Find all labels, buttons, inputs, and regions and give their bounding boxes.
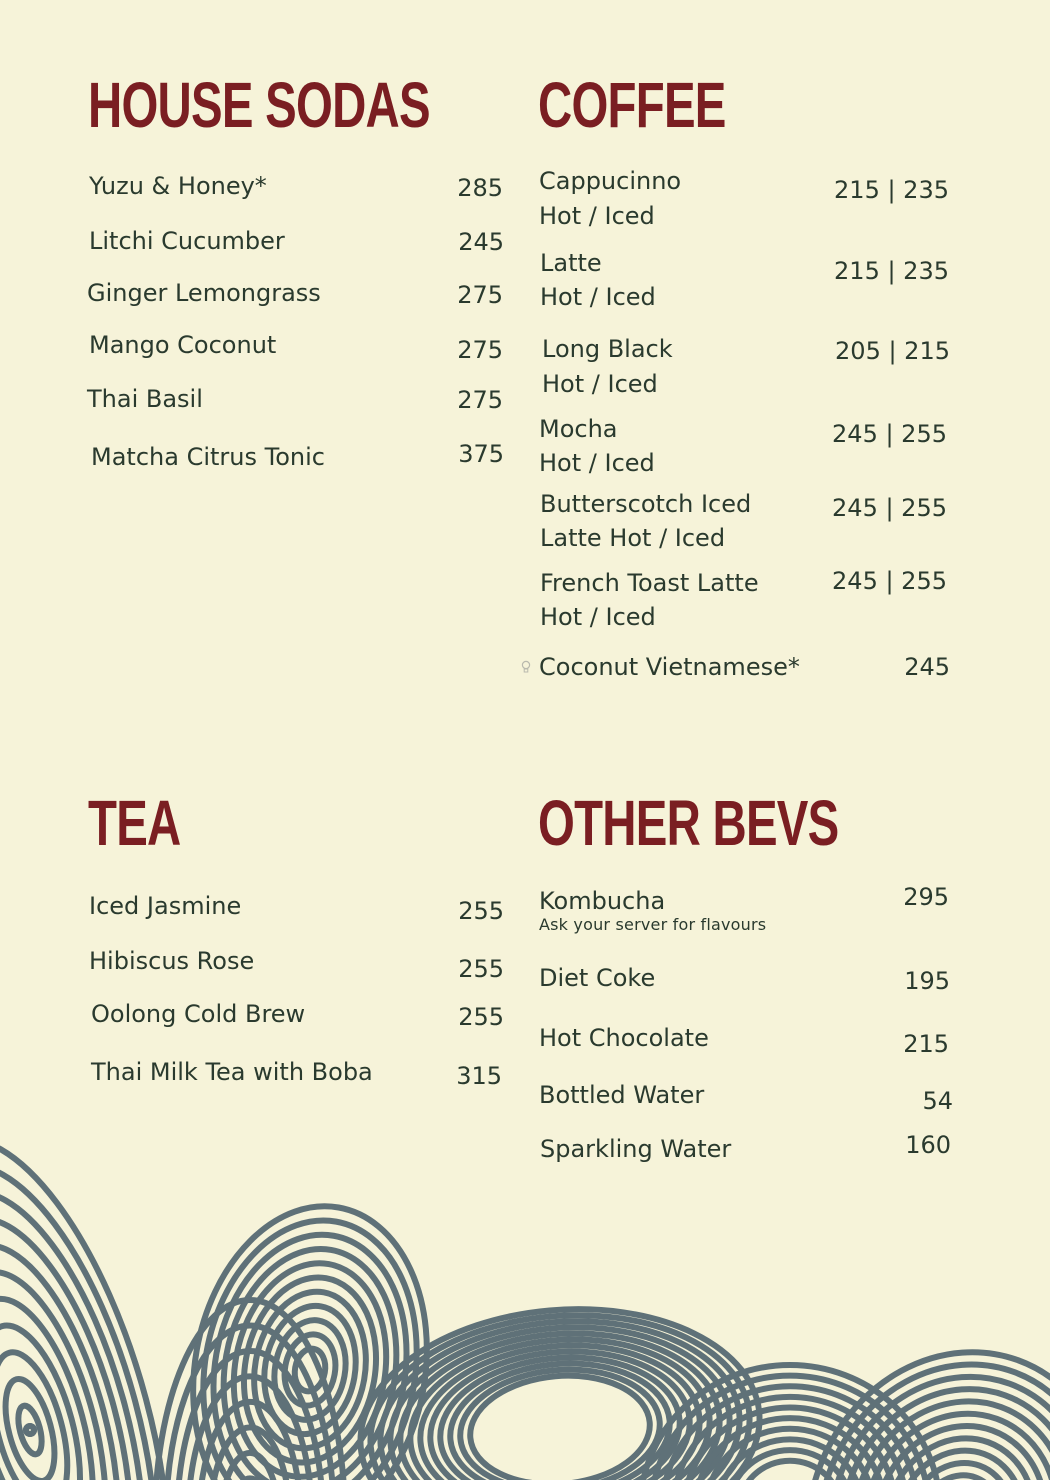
wave-pattern-decoration: [0, 1100, 1050, 1480]
menu-item-name: Butterscotch Iced: [540, 490, 752, 518]
menu-item-name: Thai Basil: [87, 385, 203, 413]
menu-item-name: Litchi Cucumber: [89, 227, 285, 255]
menu-item-price: 255: [458, 897, 504, 925]
menu-item-price: 54: [922, 1087, 953, 1115]
menu-item-price: 255: [458, 1003, 504, 1031]
menu-item-option: Hot / Iced: [540, 603, 656, 631]
section-title-house-sodas: HOUSE SODAS: [88, 69, 430, 141]
wave-ring: [14, 1403, 46, 1456]
section-title-tea: TEA: [88, 787, 181, 859]
menu-item-price: 245 | 255: [832, 567, 947, 595]
menu-item-name: French Toast Latte: [540, 569, 759, 597]
menu-item-name: Long Black: [542, 335, 673, 363]
menu-item-name: Latte: [540, 249, 602, 277]
section-title-other-bevs: OTHER BEVS: [538, 787, 839, 859]
menu-item-price: 205 | 215: [835, 337, 950, 365]
menu-item-price: 245 | 255: [832, 494, 947, 522]
menu-item-name: Coconut Vietnamese*: [539, 653, 800, 681]
menu-item-price: 255: [458, 955, 504, 983]
menu-item-price: 160: [905, 1131, 951, 1159]
menu-item-price: 215: [903, 1030, 949, 1058]
menu-item-price: 285: [457, 174, 503, 202]
menu-item-option: Latte Hot / Iced: [540, 524, 726, 552]
menu-item-price: 215 | 235: [834, 257, 949, 285]
menu-item-option: Hot / Iced: [540, 283, 656, 311]
menu-item-price: 215 | 235: [834, 176, 949, 204]
menu-item-name: Diet Coke: [539, 964, 656, 992]
wave-ring: [25, 1425, 35, 1435]
menu-item-name: Oolong Cold Brew: [91, 1000, 306, 1028]
menu-item-name: Matcha Citrus Tonic: [91, 443, 325, 471]
menu-item-name: Ginger Lemongrass: [87, 279, 321, 307]
menu-item-price: 245 | 255: [832, 420, 947, 448]
lightbulb-icon: [521, 660, 531, 674]
menu-item-name: Mango Coconut: [89, 331, 277, 359]
menu-item-price: 195: [904, 967, 950, 995]
menu-item-name: Yuzu & Honey*: [89, 172, 267, 200]
menu-item-name: Cappucinno: [539, 167, 682, 195]
menu-item-name: Bottled Water: [539, 1081, 705, 1109]
menu-item-name: Iced Jasmine: [89, 892, 242, 920]
section-title-coffee: COFFEE: [538, 69, 726, 141]
menu-item-price: 245: [458, 228, 504, 256]
menu-item-price: 245: [904, 653, 950, 681]
menu-item-price: 295: [903, 883, 949, 911]
menu-item-option: Hot / Iced: [539, 202, 655, 230]
menu-item-option: Hot / Iced: [539, 449, 655, 477]
menu-item-price: 315: [456, 1062, 502, 1090]
menu-item-price: 375: [458, 440, 504, 468]
menu-item-name: Sparkling Water: [540, 1135, 732, 1163]
menu-item-name: Hibiscus Rose: [89, 947, 255, 975]
menu-item-price: 275: [457, 386, 503, 414]
menu-item-name: Mocha: [539, 415, 618, 443]
menu-item-name: Hot Chocolate: [539, 1024, 709, 1052]
menu-item-name: Kombucha: [539, 887, 666, 915]
menu-item-price: 275: [457, 336, 503, 364]
menu-item-price: 275: [457, 281, 503, 309]
menu-item-option: Hot / Iced: [542, 370, 658, 398]
menu-item-name: Thai Milk Tea with Boba: [91, 1058, 373, 1086]
menu-item-note: Ask your server for flavours: [539, 915, 767, 934]
